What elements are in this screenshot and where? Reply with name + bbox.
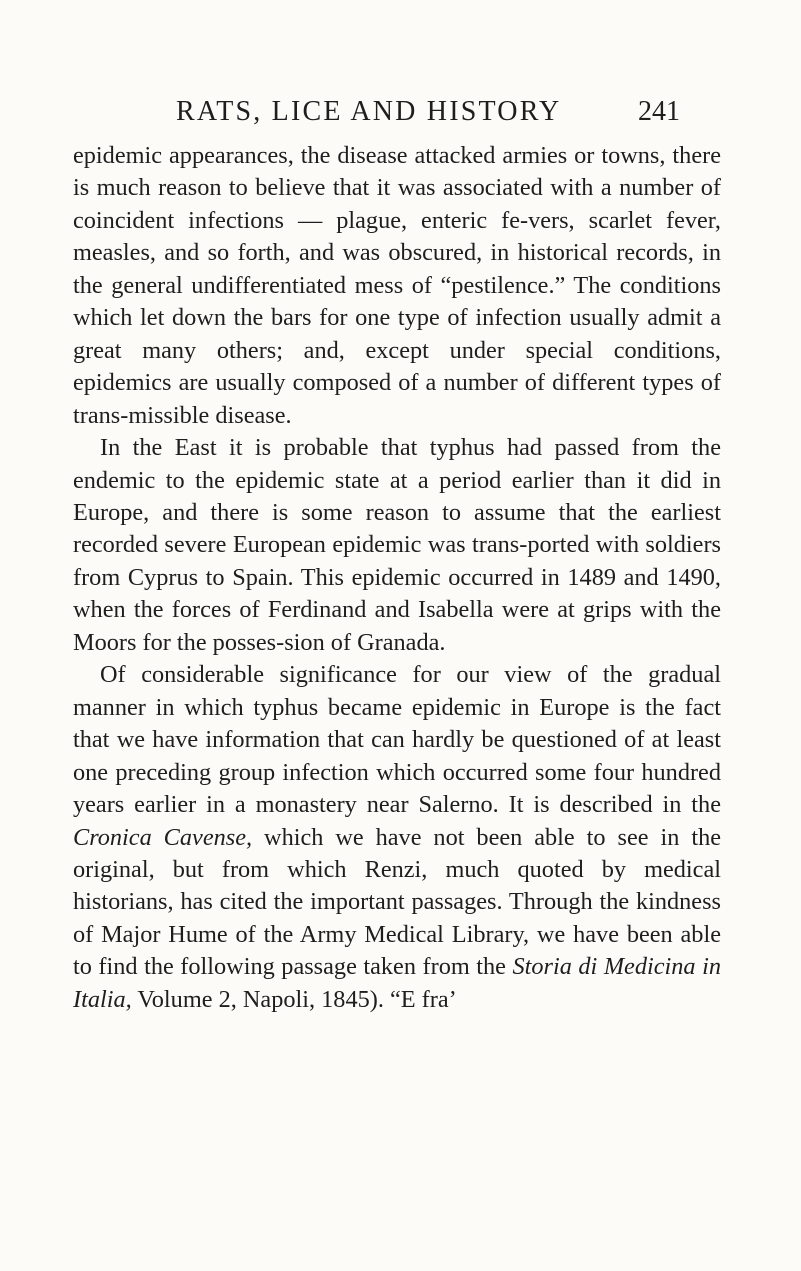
body-text xyxy=(73,140,721,1016)
paragraph-3-part-3: Volume 2, Napoli, 1845). “E fra’ xyxy=(131,985,457,1013)
paragraph-3-part-2: which we have not been able to see in the original, but from which Renzi, much quoted by medical historians, has cited the important passages. Through the kindness of Major Hume of the Army Medical Library, we have been able to find the following passage taken from the xyxy=(73,823,721,981)
italic-title-cronica-cavense: Cronica Cavense, xyxy=(73,823,253,851)
italic-title-storia-di-medicina: Storia di Medicina in Italia, xyxy=(73,953,721,1013)
running-header xyxy=(176,96,680,136)
paragraph-2: In the East it is probable that typhus had passed from the endemic to the epidemic state at a period earlier than it did in Europe, and there is some reason to assume that the earliest recorded severe European epidemic was trans-ported with soldiers from Cyprus to Spain. This epidemic occurred in 1489 and 1490, when the forces of Ferdinand and Isabella were at grips with the Moors for the posses-sion of Granada. xyxy=(73,434,721,656)
page-number: 241 xyxy=(638,96,680,127)
paragraph-3 xyxy=(73,659,721,1016)
paragraph-1: epidemic appearances, the disease attacked armies or towns, there is much reason to believe that it was associated with a number of coincident infections — plague, enteric fe-vers, scarlet fever, measles, and so forth, and was obscured, in historical records, in the general undifferentiated mess of “pestilence.” The conditions which let down the bars for one type of infection usually admit a great many others; and, except under special conditions, epidemics are usually composed of a number of different types of trans-missible disease. xyxy=(73,142,721,429)
paragraph-3-part-1: Of considerable significance for our view of the gradual manner in which typhus became epidemic in Europe is the fact that we have information that can hardly be questioned of at least one preceding group infection which occurred some four hundred years earlier in a monastery near Salerno. It is described in the xyxy=(73,661,721,819)
running-title: RATS, LICE AND HISTORY xyxy=(176,96,562,127)
